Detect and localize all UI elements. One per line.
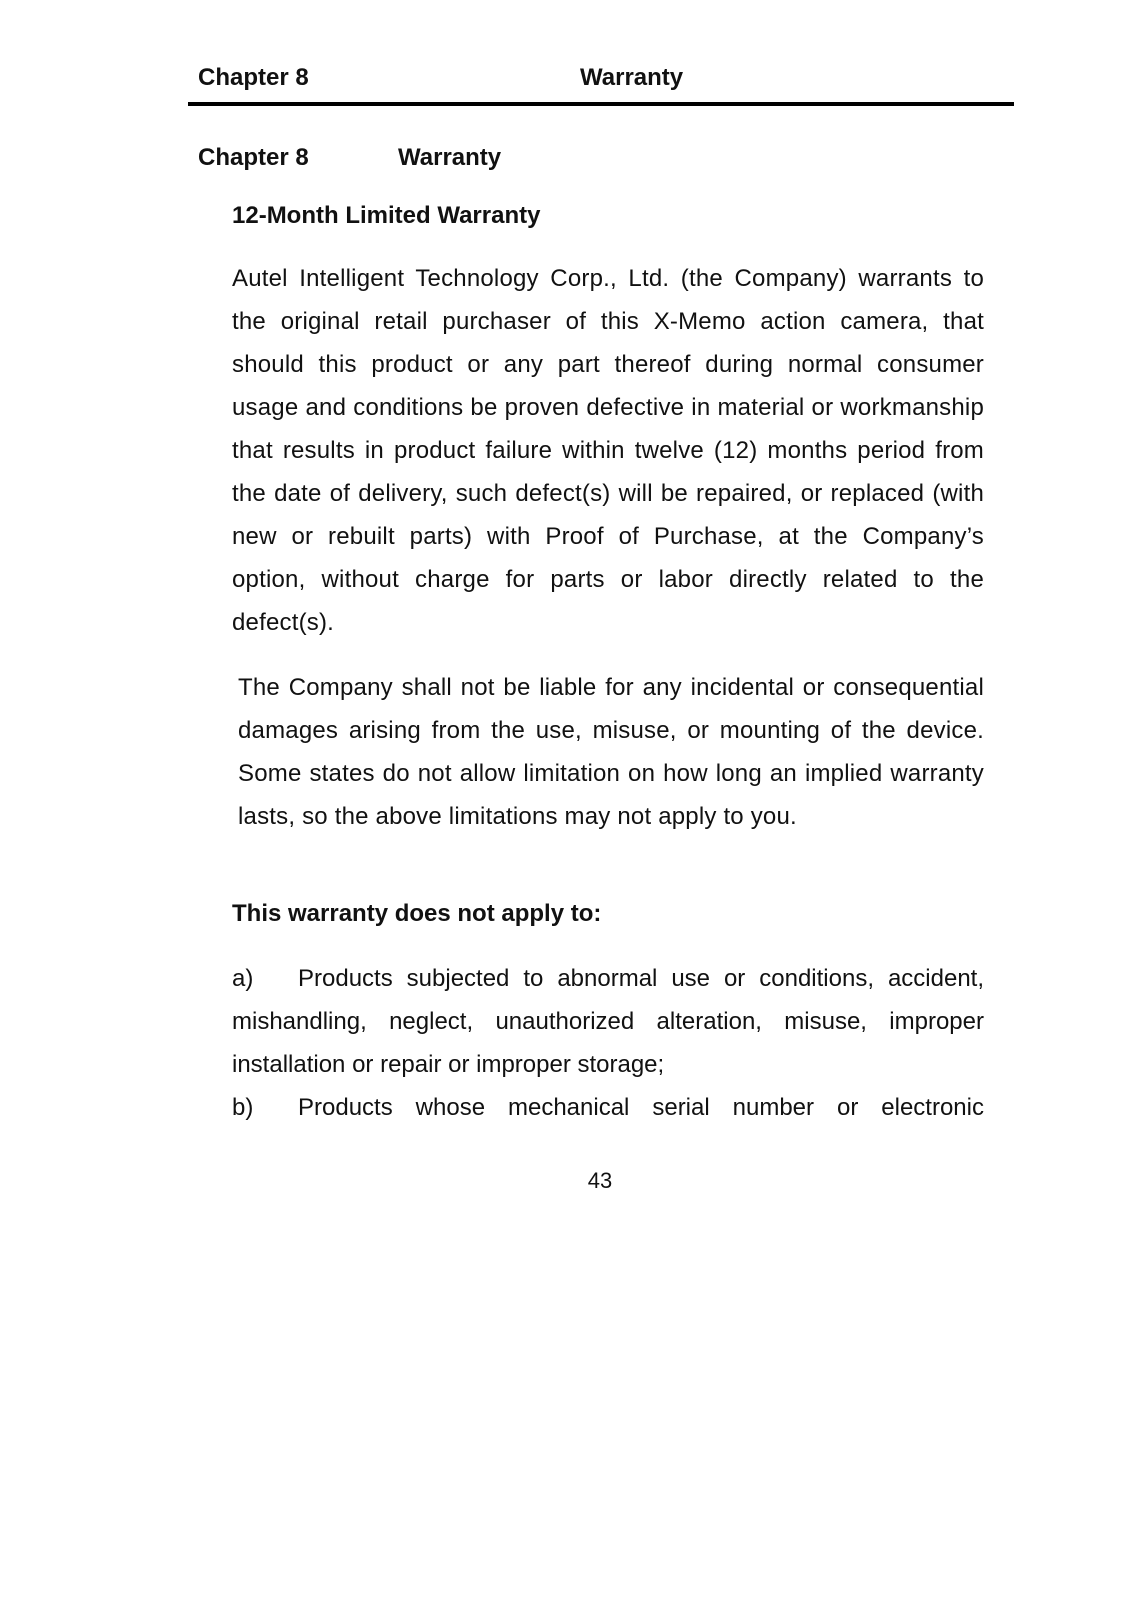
list-item bbox=[232, 1086, 984, 1129]
exclusions-list bbox=[232, 957, 984, 1129]
chapter-title: Warranty bbox=[398, 144, 502, 171]
header-chapter: Chapter 8 bbox=[198, 64, 309, 91]
section-heading: 12-Month Limited Warranty bbox=[232, 202, 541, 229]
chapter-number: Chapter 8 bbox=[198, 144, 309, 171]
liability-paragraph: The Company shall not be liable for any incidental or consequential damages arising from the use, misuse, or mounting of the device. Some states do not allow limitation on how long an implied warranty lasts, so the above limitations may not apply to you. bbox=[238, 674, 984, 830]
running-header bbox=[188, 60, 1014, 106]
warranty-paragraph: Autel Intelligent Technology Corp., Ltd. (the Company) warrants to the original retail purchaser of this X-Memo action camera, that should this product or any part thereof during normal consumer usage and conditions be proven defective in material or workmanship that results in product failure within twelve (12) months period from the date of delivery, such defect(s) will be repaired, or replaced (with new or rebuilt parts) with Proof of Purchase, at the Company’s option, without charge for parts or labor directly related to the defect(s). bbox=[232, 265, 984, 636]
list-marker: a) bbox=[232, 965, 254, 992]
header-title: Warranty bbox=[580, 64, 684, 91]
chapter-heading bbox=[198, 144, 501, 172]
list-item-text: Products whose mechanical serial number or electronic bbox=[298, 1094, 984, 1121]
exclusions-heading: This warranty does not apply to: bbox=[232, 900, 602, 927]
list-marker: b) bbox=[232, 1094, 254, 1121]
list-item-text: Products subjected to abnormal use or conditions, accident, mishandling, neglect, unauthorized alteration, misuse, improper installation or repair or improper storage; bbox=[232, 965, 984, 1078]
list-item bbox=[232, 957, 984, 1086]
page-number: 43 bbox=[587, 1168, 613, 1193]
